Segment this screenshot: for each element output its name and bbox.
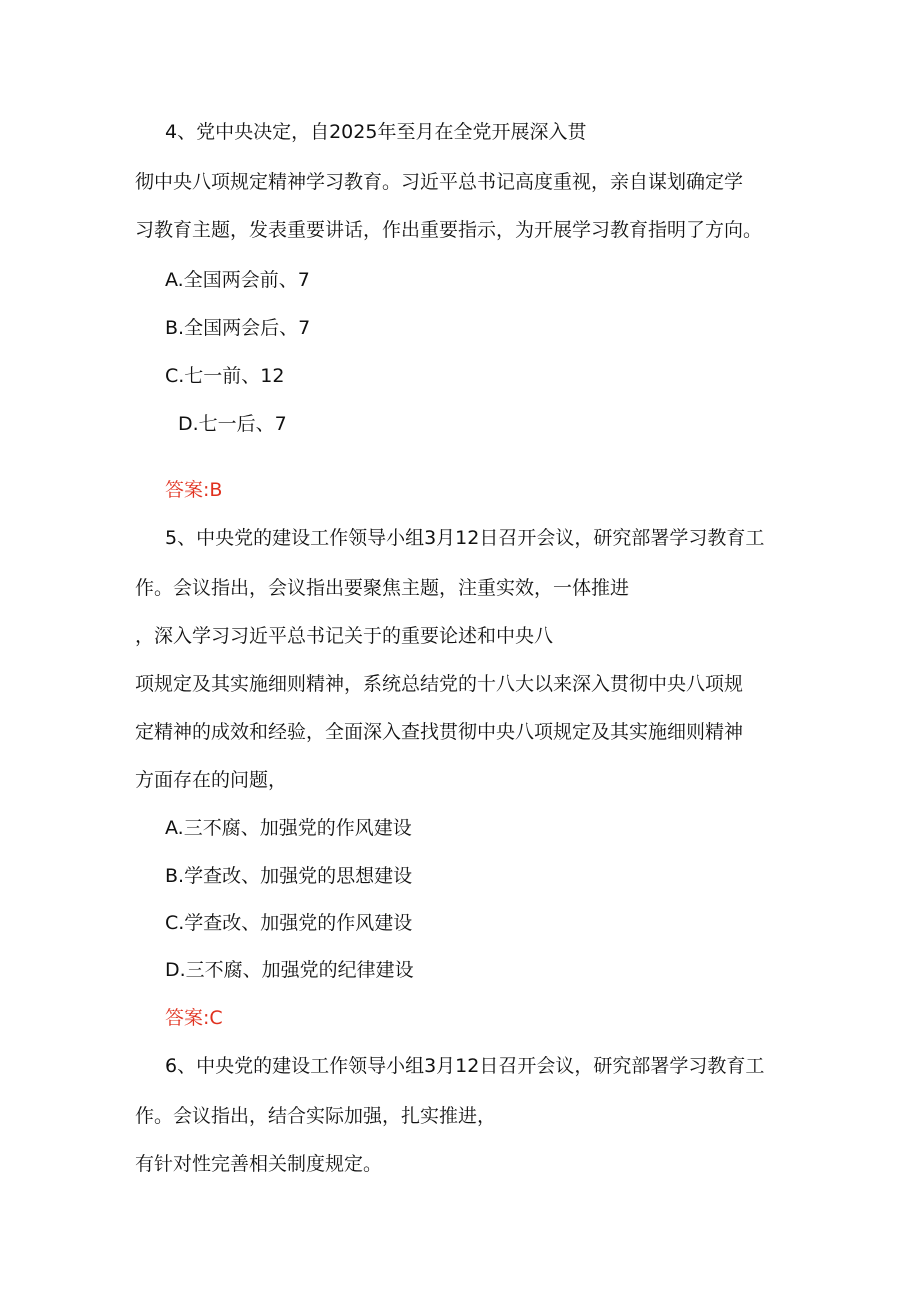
q5-option-a: A.三不腐、加强党的作风建设 <box>165 817 412 839</box>
q4-option-b: B.全国两会后、7 <box>165 317 311 339</box>
q4-answer: 答案:B <box>165 479 223 501</box>
q4-option-a: A.全国两会前、7 <box>165 269 310 291</box>
q5-stem-line-1: 5、中央党的建设工作领导小组3月12日召开会议，研究部署学习教育工 <box>165 527 765 549</box>
q4-stem-line-2: 彻中央八项规定精神学习教育。习近平总书记高度重视，亲自谋划确定学 <box>135 171 744 193</box>
q5-option-c: C.学查改、加强党的作风建设 <box>165 912 413 934</box>
q5-stem-line-6: 方面存在的问题， <box>135 769 288 791</box>
q5-option-d: D.三不腐、加强党的纪律建设 <box>165 959 414 981</box>
q4-option-d: D.七一后、7 <box>178 413 287 435</box>
q6-stem-line-1: 6、中央党的建设工作领导小组3月12日召开会议，研究部署学习教育工 <box>165 1055 765 1077</box>
q4-option-c: C.七一前、12 <box>165 365 285 387</box>
q5-stem-line-2: 作。会议指出，会议指出要聚焦主题，注重实效，一体推进 <box>135 577 630 599</box>
q5-stem-line-5: 定精神的成效和经验，全面深入查找贯彻中央八项规定及其实施细则精神 <box>135 721 744 743</box>
q5-answer: 答案:C <box>165 1007 223 1029</box>
q5-stem-line-4: 项规定及其实施细则精神，系统总结党的十八大以来深入贯彻中央八项规 <box>135 673 744 695</box>
q5-stem-line-3: ，深入学习习近平总书记关于的重要论述和中央八 <box>135 625 554 647</box>
q5-option-b: B.学查改、加强党的思想建设 <box>165 865 413 887</box>
q6-stem-line-2: 作。会议指出，结合实际加强，扎实推进， <box>135 1105 497 1127</box>
q6-stem-line-3: 有针对性完善相关制度规定。 <box>135 1153 383 1175</box>
q4-stem-line-1: 4、党中央决定，自2025年至月在全党开展深入贯 <box>165 121 587 143</box>
q4-stem-line-3: 习教育主题，发表重要讲话，作出重要指示，为开展学习教育指明了方向。 <box>135 219 763 241</box>
